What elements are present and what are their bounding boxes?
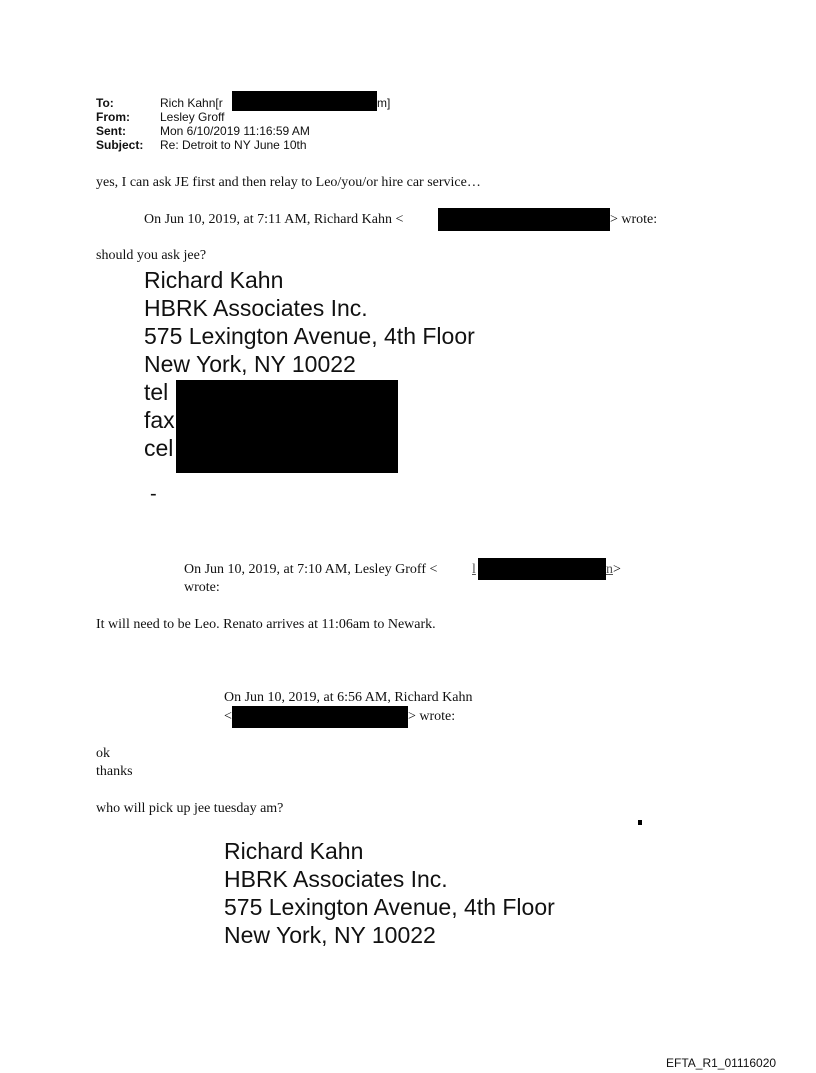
redaction-box: [478, 558, 606, 580]
quote3-attribution: On Jun 10, 2019, at 6:56 AM, Richard Kahn: [224, 690, 473, 705]
signature-city: New York, NY 10022: [144, 351, 356, 377]
sent-label: Sent:: [96, 124, 126, 138]
signature-dash: -: [150, 483, 157, 505]
signature-address: 575 Lexington Avenue, 4th Floor: [144, 323, 475, 349]
email-link[interactable]: n: [606, 562, 613, 577]
signature-fax-label: fax: [144, 407, 175, 433]
quote3-body-line2: thanks: [96, 764, 133, 779]
quote1-body: should you ask jee?: [96, 248, 207, 263]
sent-value: Mon 6/10/2019 11:16:59 AM: [160, 124, 310, 138]
quote2-attribution: On Jun 10, 2019, at 7:10 AM, Lesley Groff <: [184, 562, 438, 577]
scan-artifact: [638, 820, 642, 825]
reply-body: yes, I can ask JE first and then relay to Leo/you/or hire car service…: [96, 175, 481, 190]
signature-company: HBRK Associates Inc.: [224, 866, 448, 892]
quote3-body-line3: who will pick up jee tuesday am?: [96, 801, 284, 816]
redaction-box: [176, 380, 398, 473]
redaction-box: [438, 208, 610, 231]
to-label: To:: [96, 96, 114, 110]
email-link[interactable]: l: [472, 562, 476, 577]
quote1-wrote: > wrote:: [610, 212, 658, 227]
signature-name: Richard Kahn: [144, 267, 284, 293]
signature-cel-label: cel: [144, 435, 174, 461]
from-label: From:: [96, 110, 130, 124]
signature-city: New York, NY 10022: [224, 922, 436, 948]
redaction-box: [232, 91, 377, 111]
to-value-prefix: Rich Kahn[r: [160, 96, 223, 110]
quote3-bracket: <: [224, 709, 232, 724]
document-id: EFTA_R1_01116020: [666, 1056, 777, 1070]
quote2-wrote: wrote:: [184, 580, 220, 595]
signature-company: HBRK Associates Inc.: [144, 295, 368, 321]
redaction-box: [232, 706, 408, 728]
signature-address: 575 Lexington Avenue, 4th Floor: [224, 894, 555, 920]
quote2-bracket: >: [613, 562, 621, 577]
quote1-attribution: On Jun 10, 2019, at 7:11 AM, Richard Kahn <: [144, 212, 404, 227]
signature-name: Richard Kahn: [224, 838, 364, 864]
subject-label: Subject:: [96, 138, 144, 152]
from-value: Lesley Groff: [160, 110, 225, 124]
to-value-suffix: m]: [377, 96, 391, 110]
quote3-wrote: > wrote:: [408, 709, 456, 724]
subject-value: Re: Detroit to NY June 10th: [160, 138, 307, 152]
quote3-body-line1: ok: [96, 746, 110, 761]
signature-tel-label: tel: [144, 379, 169, 405]
quote2-body: It will need to be Leo. Renato arrives at 11:06am to Newark.: [96, 617, 436, 632]
